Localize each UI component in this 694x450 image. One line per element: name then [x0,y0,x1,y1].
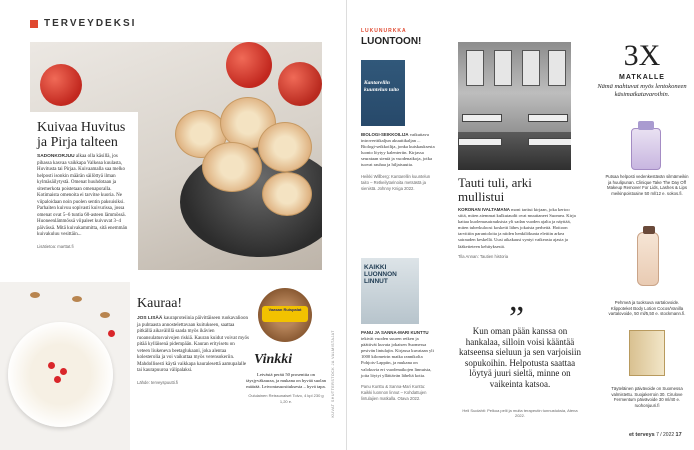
bed-image [462,114,502,122]
book-review-lead: PANU JA SANNA-MARI KUNTTU [361,330,429,335]
book-cover-kantarelli [361,60,405,126]
quote-mark-icon: ” [509,300,525,337]
article-credit: Lisätietoa: marttat.fi [37,243,74,249]
berry-image [54,376,61,383]
magazine-name: et terveys [629,432,655,438]
reading-corner-headline: LUONTOON! [361,36,422,47]
reading-corner-label: LUKUNURKKA [361,28,407,34]
product-description-1: Putsaa helposti vedenkestävän silmämeikin ja huulipunan. Clinique Take The Day Off Makeup Remover For Lids, Lashes & Lips meikinpoistoaine 50 ml/12 e. sokos.fi. [605,174,689,196]
travel-subtitle: Nämä mahtuvat myös lentokoneen käsimatkatavaroihin. [597,83,687,98]
article-text: alkaa olla käsillä, jos pihassa kasvaa vaikkapa Valkeaa kuulasta, Huvitusta tai Pirjaa. Kuivaamalla saa melko helposti isonkin määrän säilöttyä ilman kylmäsäilytystä. Omenat huuhdotaan ja sitemerkota poistetaan omenaporalla. Kotimaista omenoita ei tarvitse kuoria. Ne viipaloidaan noin puolen sentin paksuisiksi. Parhaiten kuivuu sopivasti kuivurissa, jossa omenat ovat 5–6 tuntia 60-asteen lämmössä. Huoneenlämmössä viipaleet kuivuvat 3–4 päivässä. Mitä kuivakammitta, sitä enemmän kuivakuluu vesittäin... [37,154,128,237]
window-image [466,50,484,86]
section-accent-bar [30,20,38,28]
window-image [548,50,566,86]
bed-image [458,138,502,146]
section-label: TERVEYDEKSI [44,18,137,29]
book-cover-title: KAIKKI LUONNON LINNUT [364,264,397,285]
berry-image [108,330,115,337]
pull-quote: Kun oman pään kanssa on hankalaa, silloin voisi kääntää katseensa sieluun ja sen varjoisiin sopukoihin. Helpotusta saattaa löytyä juuri sieltä, minne on vaikeinta katsoa. [459,326,581,389]
book-review-2 [361,330,435,402]
article-body [37,154,131,239]
bread-product-image [254,282,316,348]
article-credit: Lähde: terveyspuutti.fi [137,379,178,385]
makeup-remover-image [631,128,661,170]
nut-image [30,292,40,298]
tip-body [246,372,326,405]
apple-image [40,64,82,106]
book-review-text: vaikuttava introverttikaljun akuuttikaljan ... Biologi-seikkoilija, jonka kuiskauksesta luonto löytyy kalenteriin. Kirjassa seurataan sieniä ja vuodenaikoja, jotka tuovat rauhaa ja hiljaisuutta. [361,132,435,168]
day-cream-image [629,330,665,376]
book-cover-title: Kantarellin kuuntelun taito [364,80,400,93]
article-headline: Kauraa! [137,296,183,311]
article-body [458,207,576,250]
product-description-3: Täyteläinen päivävoide on Suomessa valmistettu. Suojakerroin 30. Cirulove Fermentum päivävoide 30 ml/40 e. ruohonjuuri.fi [611,386,683,408]
berry-image [48,362,55,369]
hospital-ward-photo [458,42,571,170]
article-apples [30,112,138,270]
reading-corner-header [361,28,435,47]
window-image [522,50,540,86]
article-disease [458,176,576,259]
product-cap [638,121,654,130]
article-text: moni tarttui kirjaan, joka kertoo siitä, miten aiemmat kulkutaudit ovat muuttaneet Suomea. Kirja kattaa kuolemasairauksista yli sadan vuoden ajalta ja näyttää, miten tuberkuloosi kosketti lähes jokaista perhettä. Hoitoon tarvittiin parantoloita ja niiden henkilökunta elettiin arkea sairauden keskellä. Uusi aikakausi syntyi vaikeasta ajasta ja lääketieteen kehityksestä. [458,207,576,249]
photo-credit: KUVAT SHUTTERSTOCK JA VALMISTAJAT [331,330,335,418]
travel-products-header [595,40,689,99]
article-text: kauraproteiinia päivittäiseen ruokavalioon ja puhtaasta annostelettavaan kuitukseen, saattaa pitkällä aikavälillä saada myös ikävien ruoansulatusvaivojen riskiä. Kauran kuidut voivat myös pitää kylläisenä pidempään. Kauran erityisetu on veteen liukeneva beetaglukaani, joka alentaa kolesterolia ja voi vaikuttaa myös verensokeriin. Mahdollisesti käytä vaikkapa kauralesettä aamupalalle tai kaurapuuroa välipalaksi. [137,316,249,373]
page-footer [629,432,682,438]
tip-price: Oululainen Reissunaiset Toivo, 4 kpl 230 g 1,20 e. [248,393,324,404]
bread-package-label: Vaasan Ruispalat [262,306,308,322]
book-review-credit: Heikki Willberg: Kantarellin kuuntelun taito – Retkeilytarinoita metsästä ja sienistä. Johnny Kniga 2022. [361,173,431,191]
nut-image [100,312,110,318]
tip-headline: Vinkki [254,352,293,367]
apple-chip [258,122,312,172]
book-review-1 [361,132,435,192]
oatmeal-photo [0,282,130,450]
travel-big-number: 3X [623,39,661,72]
pull-quote-credit: Heli Suolahti: Pelkoa pelii ja muita terapeutin tunnustuksia, Atena 2022. [462,408,578,418]
article-body [137,316,249,375]
body-lotion-image [637,232,659,286]
apple-image [278,62,322,106]
article-lead: SADONKORJUU [37,154,75,159]
berry-image [60,368,67,375]
book-cover-linnut [361,258,419,324]
product-cap [643,226,655,234]
book-review-lead: BIOLOGI-SEIKKOILIJA [361,132,409,137]
book-review-credit: Panu Kunttu & Sanna-Mari Kunttu: Kaikki luonnon linnut – Kohdattujen lintulajien matkalla. Otava 2022. [361,383,427,401]
bed-image [528,114,568,122]
article-oats [137,296,249,385]
product-description-2: Pehmeä ja tuoksuva vartalovoide. Klippoteket Body Lotion Cocos/Vanilla vartalovoide, 50 ml/5,50 e. stockmann.fi. [608,300,686,317]
apple-chip [202,142,262,192]
right-page [347,0,694,450]
nut-image [72,296,82,302]
bed-image [528,138,571,146]
apple-image [226,42,272,88]
window-image [494,50,512,86]
oatmeal-plate [8,322,113,427]
issue-number: 7 / 2022 [656,432,675,438]
article-lead: KORONAN IVALTAMANA [458,207,510,212]
section-header [30,18,136,29]
article-headline: Tauti tuli, arki mullistui [458,175,532,204]
page-number: 17 [675,432,682,438]
article-lead: JOS LISÄÄ [137,316,163,321]
travel-heading: MATKALLE [619,74,665,81]
article-credit: Tila Annan: Tautien historia [458,253,509,259]
book-review-text: tekivät vuoden suuren retken ja päättivät kuvata jokaisen Suomessa pesivän lintulajin. Kirjassa kuvataan yli 1000 kilometrin matka rannikolta Pohjois-Lappiin, ja mukana on valokuvia eri vuodenaikojen linnuista, joita löytyi yllättävän läheltä kotia. [361,336,434,378]
tip-text: Leivästä peräti 50 prosenttia on täysjyväkauraa, ja mukana on hyvää suolan määrää. Leivontasuosituksesta – hyvä tapa. [246,372,326,389]
apple-chip [262,172,312,216]
article-headline: Kuivaa Huvitus ja Pirja talteen [37,120,126,150]
